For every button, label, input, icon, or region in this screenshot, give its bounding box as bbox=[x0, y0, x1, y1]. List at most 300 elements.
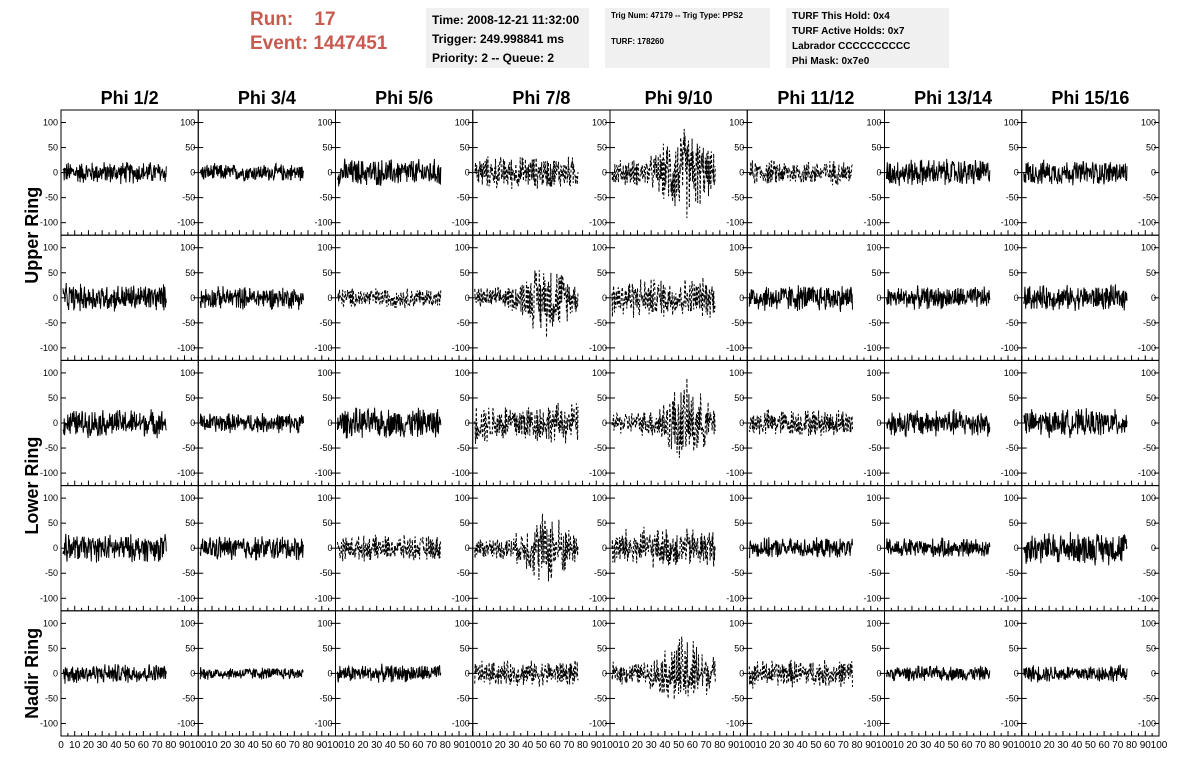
y-tick-label-inner: 50 bbox=[322, 142, 333, 153]
trigger-text: Trigger: 249.998841 ms bbox=[432, 32, 565, 46]
waveform-trace bbox=[887, 538, 990, 558]
x-tick-label: 30 bbox=[782, 740, 794, 751]
y-tick-label-inner: 0 bbox=[1013, 543, 1019, 554]
y-tick-label-inner: -50 bbox=[456, 693, 470, 704]
y-tick-label-inner: 0 bbox=[601, 167, 607, 178]
panel-r5-c5 bbox=[610, 611, 747, 736]
y-tick-label-inner: -100 bbox=[1137, 342, 1156, 353]
y-tick-label-inner: 50 bbox=[1008, 643, 1019, 654]
panel-r2-c6 bbox=[747, 235, 884, 360]
y-tick-label-inner: -100 bbox=[314, 718, 333, 729]
x-tick-label: 20 bbox=[906, 740, 918, 751]
panel-r4-c7 bbox=[885, 486, 1022, 611]
y-tick-label-inner: 100 bbox=[1140, 117, 1156, 128]
x-tick-label: 100 bbox=[876, 740, 893, 751]
waveform-trace bbox=[200, 536, 303, 560]
x-tick-label: 50 bbox=[261, 740, 273, 751]
y-tick-label-inner: -50 bbox=[319, 693, 333, 704]
y-tick-label-inner: 0 bbox=[739, 292, 745, 303]
turf-hold-text: TURF This Hold: 0x4 bbox=[792, 11, 890, 22]
x-tick-label: 90 bbox=[178, 740, 191, 751]
x-tick-label: 90 bbox=[1139, 740, 1151, 751]
x-tick-label: 100 bbox=[464, 740, 482, 751]
y-tick-label-inner: 100 bbox=[454, 117, 470, 128]
y-tick-label-inner: 100 bbox=[317, 367, 333, 378]
x-tick-label: 50 bbox=[673, 740, 685, 751]
x-tick-label: 100 bbox=[189, 740, 207, 751]
y-tick-label-inner: 50 bbox=[459, 142, 470, 153]
waveform-trace bbox=[200, 413, 303, 433]
y-tick-label: 0 bbox=[52, 167, 58, 178]
y-tick-label-inner: -100 bbox=[314, 468, 333, 479]
waveform-trace bbox=[200, 163, 303, 181]
y-tick-label-inner: -100 bbox=[588, 217, 607, 228]
panel-r4-c8 bbox=[1022, 486, 1159, 611]
y-tick-label-inner: 100 bbox=[729, 367, 745, 378]
y-tick-label-inner: 0 bbox=[464, 418, 470, 428]
y-tick-label-inner: 0 bbox=[876, 418, 882, 428]
y-tick-label-inner: -100 bbox=[1137, 217, 1156, 228]
y-tick-label-inner: 0 bbox=[464, 543, 470, 554]
waveform-trace bbox=[1024, 284, 1127, 311]
y-tick-label-inner: 0 bbox=[1013, 292, 1019, 303]
y-tick-label-inner: 50 bbox=[734, 267, 745, 278]
y-tick-label-inner: -100 bbox=[588, 593, 607, 604]
y-tick-label-inner: 0 bbox=[601, 292, 607, 303]
x-tick-label: 60 bbox=[824, 740, 836, 751]
waveform-trace bbox=[200, 286, 303, 310]
y-tick-label-inner: 0 bbox=[601, 543, 607, 554]
y-tick-label-inner: -50 bbox=[182, 568, 196, 579]
y-tick-label-inner: 0 bbox=[739, 167, 745, 178]
x-tick-label: 40 bbox=[110, 740, 122, 751]
y-tick-label: -50 bbox=[44, 693, 58, 704]
x-tick-label: 40 bbox=[796, 740, 808, 751]
y-tick-label: 50 bbox=[47, 518, 58, 529]
y-tick-label-inner: 50 bbox=[459, 518, 470, 529]
y-tick-label-inner: -50 bbox=[1142, 693, 1156, 704]
y-tick-label: -100 bbox=[39, 468, 58, 479]
y-tick-label: -100 bbox=[39, 593, 58, 604]
y-tick-label-inner: 0 bbox=[327, 418, 333, 428]
x-tick-label: 70 bbox=[700, 740, 712, 751]
y-tick-label-inner: -50 bbox=[456, 317, 470, 328]
y-tick-label-inner: 0 bbox=[876, 543, 882, 554]
x-tick-label: 100 bbox=[327, 740, 344, 751]
y-tick-label-inner: -50 bbox=[182, 443, 196, 454]
y-tick-label-inner: -100 bbox=[1000, 468, 1019, 479]
phi-title-7: Phi 13/14 bbox=[914, 88, 993, 108]
waveform-trace bbox=[63, 664, 166, 684]
y-tick-label-inner: 50 bbox=[1008, 267, 1019, 278]
panel-r5-c8 bbox=[1022, 611, 1159, 736]
y-tick-label-inner: 100 bbox=[866, 242, 882, 253]
waveform-trace bbox=[475, 514, 578, 582]
x-tick-label: 90 bbox=[727, 740, 740, 751]
y-tick-label-inner: 0 bbox=[1150, 418, 1156, 428]
y-tick-label-inner: -50 bbox=[456, 443, 470, 454]
y-tick-label-inner: 0 bbox=[876, 668, 882, 679]
waveform-trace bbox=[887, 666, 990, 681]
x-tick-label: 60 bbox=[686, 740, 698, 751]
y-tick-label-inner: 100 bbox=[729, 618, 745, 629]
panel-r1-c7 bbox=[885, 110, 1022, 235]
y-tick-label-inner: 50 bbox=[1008, 392, 1019, 403]
y-tick-label-inner: 0 bbox=[190, 418, 196, 428]
panel-r1-c3 bbox=[336, 110, 473, 235]
waveform-trace bbox=[338, 159, 441, 187]
waveform-trace bbox=[338, 535, 441, 562]
waveform-trace bbox=[749, 409, 852, 436]
x-tick-label: 60 bbox=[137, 740, 149, 751]
x-tick-label: 10 bbox=[343, 740, 355, 751]
panel-r5-c6 bbox=[747, 611, 884, 736]
waveform-trace bbox=[338, 408, 441, 439]
y-tick-label-inner: 100 bbox=[591, 493, 607, 504]
y-tick-label-inner: 0 bbox=[739, 418, 745, 428]
y-tick-label-inner: -50 bbox=[593, 568, 607, 579]
y-tick-label-inner: -100 bbox=[863, 217, 882, 228]
x-tick-label: 90 bbox=[865, 740, 877, 751]
y-tick-label-inner: -50 bbox=[731, 317, 745, 328]
y-tick-label-inner: 0 bbox=[464, 167, 470, 178]
phi-title-5: Phi 9/10 bbox=[644, 88, 713, 108]
y-tick-label-inner: 0 bbox=[601, 668, 607, 679]
y-tick-label-inner: 50 bbox=[459, 267, 470, 278]
y-tick-label-inner: 50 bbox=[322, 392, 333, 403]
x-tick-label: 80 bbox=[1125, 740, 1138, 751]
y-tick-label-inner: -100 bbox=[863, 468, 882, 479]
y-tick-label-inner: -50 bbox=[731, 443, 745, 454]
y-tick-label-inner: -50 bbox=[182, 317, 196, 328]
waveform-trace bbox=[338, 288, 441, 308]
x-tick-label: 30 bbox=[96, 740, 108, 751]
waveform-trace bbox=[1024, 160, 1127, 186]
ring-label-2: Lower Ring bbox=[22, 436, 42, 535]
x-tick-label: 20 bbox=[220, 740, 232, 751]
waveform-trace bbox=[63, 283, 166, 312]
x-tick-label: 50 bbox=[535, 740, 547, 751]
x-tick-label: 20 bbox=[82, 740, 95, 751]
y-tick-label-inner: 100 bbox=[1003, 618, 1019, 629]
waveform-trace bbox=[887, 409, 990, 437]
panel-r1-c4 bbox=[473, 110, 610, 235]
x-tick-label: 10 bbox=[69, 740, 81, 751]
trig-num-text: Trig Num: 47179 -- Trig Type: PPS2 bbox=[611, 11, 743, 20]
y-tick-label-inner: 0 bbox=[739, 543, 745, 554]
y-tick-label-inner: 100 bbox=[591, 367, 607, 378]
panel-r2-c5 bbox=[610, 235, 747, 360]
y-tick-label-inner: -50 bbox=[868, 317, 882, 328]
y-tick-label-inner: 50 bbox=[734, 518, 745, 529]
y-tick-label-inner: 100 bbox=[1003, 367, 1019, 378]
x-tick-label: 20 bbox=[357, 740, 369, 751]
labrador-text: Labrador CCCCCCCCCC bbox=[792, 41, 911, 52]
y-tick-label-inner: -100 bbox=[726, 342, 745, 353]
y-tick-label-inner: -100 bbox=[177, 593, 196, 604]
y-tick-label-inner: 100 bbox=[729, 242, 745, 253]
y-tick-label-inner: -100 bbox=[314, 593, 333, 604]
y-tick-label: 50 bbox=[47, 267, 58, 278]
y-tick-label-inner: 0 bbox=[190, 543, 196, 554]
y-tick-label-inner: 50 bbox=[871, 392, 882, 403]
y-tick-label-inner: 100 bbox=[591, 242, 607, 253]
y-tick-label-inner: 100 bbox=[1140, 367, 1156, 378]
y-tick-label-inner: -50 bbox=[593, 317, 607, 328]
y-tick-label-inner: -100 bbox=[1137, 593, 1156, 604]
y-tick-label-inner: 50 bbox=[322, 518, 333, 529]
y-tick-label-inner: 50 bbox=[871, 267, 882, 278]
panel-r2-c2 bbox=[198, 235, 335, 360]
y-tick-label-inner: 50 bbox=[185, 392, 196, 403]
panel-r2-c4 bbox=[473, 235, 610, 360]
panel-r1-c8 bbox=[1022, 110, 1159, 235]
y-tick-label-inner: 0 bbox=[601, 418, 607, 428]
y-tick-label-inner: 100 bbox=[454, 618, 470, 629]
y-tick-label-inner: -100 bbox=[588, 468, 607, 479]
y-tick-label-inner: -100 bbox=[451, 217, 470, 228]
y-tick-label-inner: -50 bbox=[868, 693, 882, 704]
y-tick-label-inner: -100 bbox=[1137, 718, 1156, 729]
panel-frame bbox=[747, 611, 884, 736]
x-tick-label: 20 bbox=[494, 740, 506, 751]
phi-title-8: Phi 15/16 bbox=[1051, 88, 1130, 108]
x-tick-label: 50 bbox=[947, 740, 959, 751]
x-tick-label: 40 bbox=[933, 740, 945, 751]
x-tick-label: 90 bbox=[590, 740, 602, 751]
y-tick-label-inner: 0 bbox=[464, 668, 470, 679]
x-tick-label: 80 bbox=[714, 740, 726, 751]
panel-r4-c5 bbox=[610, 486, 747, 611]
y-tick-label: 0 bbox=[52, 418, 58, 428]
y-tick-label-inner: 50 bbox=[459, 392, 470, 403]
phi-title-4: Phi 7/8 bbox=[512, 88, 571, 108]
event-label: Event: bbox=[250, 33, 309, 54]
y-tick-label-inner: -50 bbox=[1142, 443, 1156, 454]
y-tick-label-inner: 50 bbox=[871, 142, 882, 153]
y-tick-label-inner: -50 bbox=[593, 693, 607, 704]
y-tick-label-inner: -50 bbox=[319, 443, 333, 454]
y-tick-label-inner: -100 bbox=[863, 593, 882, 604]
x-tick-label: 40 bbox=[1071, 740, 1083, 751]
y-tick-label-inner: 50 bbox=[596, 392, 607, 403]
y-tick-label-inner: -50 bbox=[868, 192, 882, 203]
x-tick-label: 80 bbox=[165, 740, 177, 751]
y-tick-label-inner: -100 bbox=[588, 718, 607, 729]
y-tick-label: 100 bbox=[42, 242, 58, 253]
x-tick-label: 100 bbox=[1013, 740, 1031, 751]
y-tick-label-inner: 0 bbox=[876, 292, 882, 303]
panel-r2-c1 bbox=[40, 235, 198, 360]
x-tick-label: 30 bbox=[233, 740, 245, 751]
y-tick-label-inner: 100 bbox=[180, 242, 196, 253]
waveform-trace bbox=[63, 534, 166, 563]
time-text: Time: 2008-12-21 11:32:00 bbox=[432, 13, 580, 27]
y-tick-label-inner: 50 bbox=[734, 142, 745, 153]
waveform-trace bbox=[612, 378, 715, 458]
x-tick-label: 10 bbox=[755, 740, 767, 751]
waveform-trace bbox=[887, 285, 990, 309]
waveform-trace bbox=[63, 162, 166, 184]
x-tick-label: 70 bbox=[563, 740, 575, 751]
panel-r3-c4 bbox=[473, 360, 610, 485]
y-tick-label-inner: -50 bbox=[868, 568, 882, 579]
y-tick-label: 0 bbox=[52, 292, 58, 303]
y-tick-label-inner: -100 bbox=[1000, 593, 1019, 604]
x-tick-label: 70 bbox=[1112, 740, 1124, 751]
x-tick-label: 80 bbox=[988, 740, 1000, 751]
y-tick-label-inner: 100 bbox=[180, 618, 196, 629]
panel-r4-c2 bbox=[198, 486, 335, 611]
panel-r1-c1 bbox=[40, 110, 198, 235]
panel-r1-c6 bbox=[747, 110, 884, 235]
x-tick-label: 40 bbox=[384, 740, 396, 751]
x-tick-label: 80 bbox=[439, 740, 451, 751]
y-tick-label-inner: 50 bbox=[1145, 142, 1156, 153]
event-value: 1447451 bbox=[313, 33, 388, 54]
x-tick-label: 90 bbox=[453, 740, 465, 751]
phi-title-6: Phi 11/12 bbox=[777, 88, 855, 108]
panel-r2-c3 bbox=[336, 235, 473, 360]
y-tick-label-inner: 0 bbox=[190, 668, 196, 679]
panel-r5-c4 bbox=[473, 611, 610, 736]
y-tick-label-inner: -100 bbox=[726, 718, 745, 729]
waveform-trace bbox=[475, 403, 578, 444]
panel-r3-c1 bbox=[40, 360, 198, 485]
y-tick-label-inner: -50 bbox=[593, 443, 607, 454]
y-tick-label-inner: 100 bbox=[317, 493, 333, 504]
x-tick-label: 30 bbox=[508, 740, 520, 751]
y-tick-label-inner: 100 bbox=[866, 493, 882, 504]
y-tick-label-inner: -100 bbox=[863, 342, 882, 353]
y-tick-label: -50 bbox=[44, 192, 58, 203]
panel-r3-c6 bbox=[747, 360, 884, 485]
y-tick-label-inner: 0 bbox=[1150, 543, 1156, 554]
x-tick-label: 30 bbox=[1057, 740, 1069, 751]
x-tick-label: 60 bbox=[961, 740, 973, 751]
y-tick-label-inner: -50 bbox=[868, 443, 882, 454]
y-tick-label-inner: -100 bbox=[1000, 342, 1019, 353]
y-tick-label-inner: -50 bbox=[182, 192, 196, 203]
y-tick-label-inner: 0 bbox=[1013, 418, 1019, 428]
x-tick-label: 50 bbox=[124, 740, 136, 751]
x-tick-label: 40 bbox=[247, 740, 259, 751]
y-tick-label-inner: 50 bbox=[871, 643, 882, 654]
y-tick-label-inner: -50 bbox=[1005, 443, 1019, 454]
x-tick-label: 70 bbox=[975, 740, 987, 751]
waveform-trace bbox=[612, 129, 715, 218]
x-tick-label: 10 bbox=[206, 740, 218, 751]
ring-label-3: Nadir Ring bbox=[22, 627, 42, 719]
x-tick-label: 90 bbox=[316, 740, 328, 751]
panel-r4-c1 bbox=[40, 486, 198, 611]
y-tick-label-inner: -50 bbox=[1005, 568, 1019, 579]
panel-r2-c8 bbox=[1022, 235, 1159, 360]
waveform-trace bbox=[612, 278, 715, 318]
y-tick-label-inner: -50 bbox=[456, 568, 470, 579]
y-tick-label-inner: -100 bbox=[726, 593, 745, 604]
y-tick-label-inner: -50 bbox=[319, 317, 333, 328]
y-tick-label-inner: -50 bbox=[182, 693, 196, 704]
x-tick-label: 60 bbox=[1098, 740, 1110, 751]
y-tick-label-inner: 100 bbox=[180, 117, 196, 128]
y-tick-label-inner: 50 bbox=[1145, 518, 1156, 529]
y-tick-label-inner: -100 bbox=[1000, 217, 1019, 228]
y-tick-label-inner: 0 bbox=[1150, 668, 1156, 679]
waveform-trace bbox=[63, 409, 166, 438]
waveform-trace bbox=[749, 285, 852, 312]
panel-r1-c5 bbox=[610, 110, 747, 235]
y-tick-label: -50 bbox=[44, 443, 58, 454]
y-tick-label-inner: 50 bbox=[596, 142, 607, 153]
x-tick-label: 10 bbox=[480, 740, 493, 751]
y-tick-label-inner: 0 bbox=[327, 668, 333, 679]
x-tick-label: 70 bbox=[426, 740, 438, 751]
y-tick-label-inner: 100 bbox=[729, 493, 745, 504]
y-tick-label-inner: -100 bbox=[863, 718, 882, 729]
x-tick-label: 30 bbox=[645, 740, 657, 751]
x-tick-label: 20 bbox=[1043, 740, 1055, 751]
y-tick-label-inner: -50 bbox=[319, 192, 333, 203]
y-tick-label-inner: 0 bbox=[190, 292, 196, 303]
y-tick-label-inner: 100 bbox=[1140, 493, 1156, 504]
y-tick-label-inner: 50 bbox=[459, 643, 470, 654]
x-tick-label: 100 bbox=[738, 740, 756, 751]
y-tick-label-inner: -50 bbox=[1142, 192, 1156, 203]
y-tick-label: -100 bbox=[39, 342, 58, 353]
y-tick-label-inner: -50 bbox=[593, 192, 607, 203]
y-tick-label-inner: 100 bbox=[317, 618, 333, 629]
y-tick-label: 100 bbox=[42, 493, 58, 504]
y-tick-label-inner: 100 bbox=[1003, 242, 1019, 253]
x-tick-label: 40 bbox=[522, 740, 534, 751]
y-tick-label-inner: -100 bbox=[177, 217, 196, 228]
x-tick-label: 80 bbox=[851, 740, 863, 751]
x-tick-label: 0 bbox=[58, 740, 64, 751]
y-tick-label-inner: 100 bbox=[180, 493, 196, 504]
y-tick-label-inner: 100 bbox=[1003, 493, 1019, 504]
x-tick-label: 10 bbox=[618, 740, 630, 751]
y-tick-label-inner: 100 bbox=[591, 618, 607, 629]
x-tick-label: 60 bbox=[412, 740, 424, 751]
x-tick-label: 60 bbox=[275, 740, 287, 751]
y-tick-label-inner: 0 bbox=[327, 167, 333, 178]
y-tick-label-inner: 50 bbox=[185, 643, 196, 654]
panel-r4-c6 bbox=[747, 486, 884, 611]
y-tick-label-inner: -100 bbox=[314, 342, 333, 353]
panel-frame bbox=[473, 235, 610, 360]
y-tick-label-inner: -100 bbox=[726, 468, 745, 479]
y-tick-label-inner: -100 bbox=[451, 468, 470, 479]
waveform-trace bbox=[612, 527, 715, 568]
y-tick-label-inner: 0 bbox=[464, 292, 470, 303]
panel-frame bbox=[336, 360, 473, 485]
waveform-trace bbox=[200, 667, 303, 680]
x-tick-label: 10 bbox=[1029, 740, 1042, 751]
y-tick-label-inner: 100 bbox=[1140, 242, 1156, 253]
y-tick-label-inner: 100 bbox=[454, 493, 470, 504]
y-tick-label: -100 bbox=[39, 217, 58, 228]
y-tick-label-inner: 100 bbox=[866, 117, 882, 128]
y-tick-label-inner: 100 bbox=[866, 367, 882, 378]
y-tick-label-inner: -50 bbox=[731, 693, 745, 704]
y-tick-label-inner: -100 bbox=[177, 342, 196, 353]
y-tick-label-inner: -50 bbox=[731, 568, 745, 579]
y-tick-label: 0 bbox=[52, 668, 58, 679]
y-tick-label-inner: -50 bbox=[1005, 192, 1019, 203]
y-tick-label-inner: 100 bbox=[454, 242, 470, 253]
y-tick-label-inner: -50 bbox=[1142, 568, 1156, 579]
